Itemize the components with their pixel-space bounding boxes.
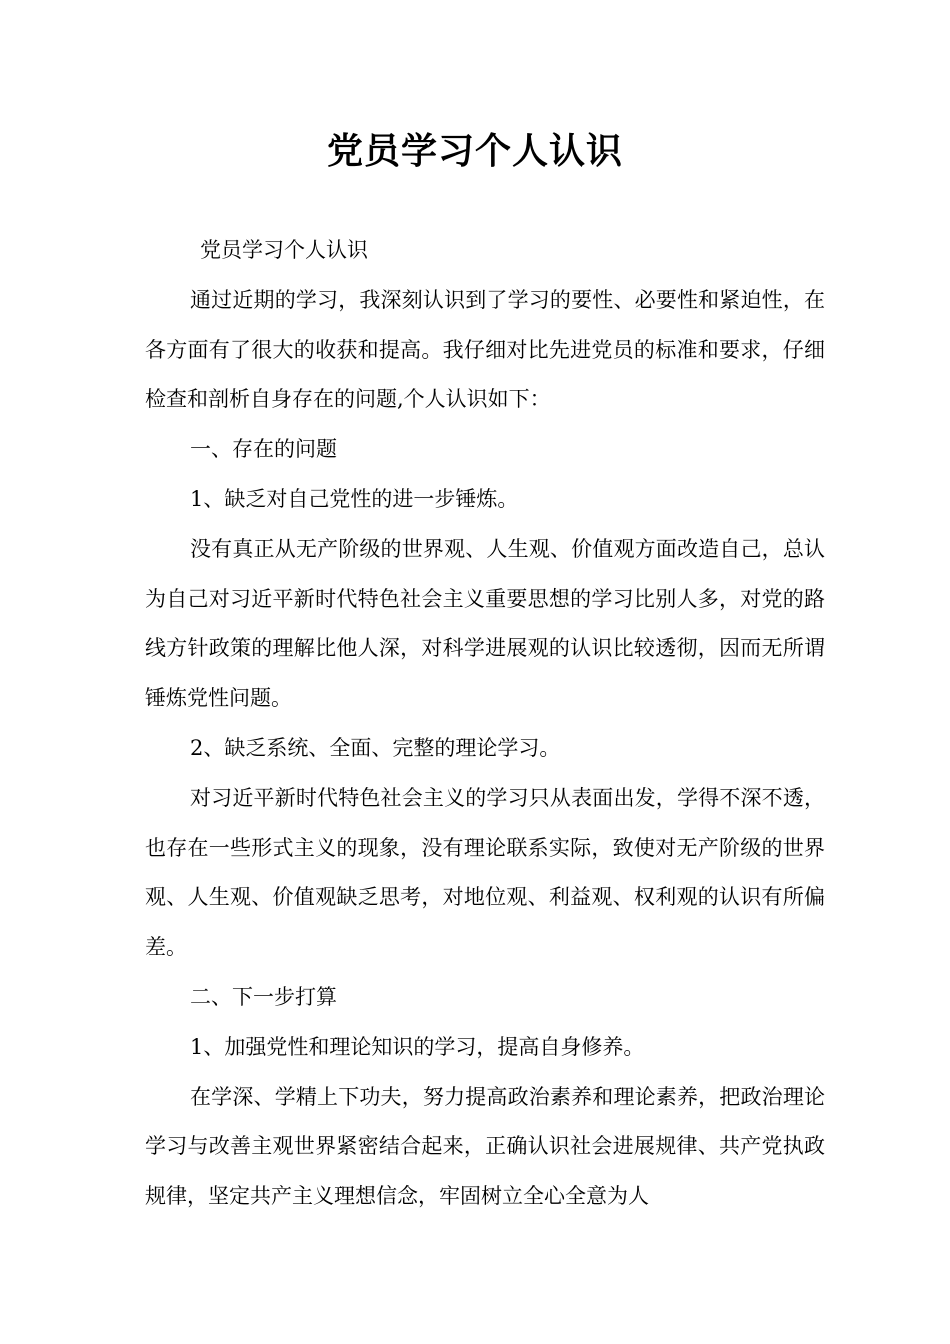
- step-1-heading: 1、加强党性和理论知识的学习，提高自身修养。: [190, 1034, 645, 1059]
- document-title: 党员学习个人认识: [326, 131, 623, 172]
- problem-2-heading: 2、缺乏系统、全面、完整的理论学习。: [190, 735, 561, 760]
- problem-1-heading: 1、缺乏对自己党性的进一步锤炼。: [190, 486, 519, 511]
- section-heading-problems: 一、存在的问题: [190, 437, 337, 462]
- problem-1-paragraph: 没有真正从无产阶级的世界观、人生观、价值观方面改造自己，总认为自己对习近平新时代特色社会主义重要思想的学习比别人多，对党的路线方针政策的理解比他人深，对科学进展观的认识比较透彻，因而无所谓锤炼党性问题。: [145, 536, 825, 711]
- problem-2-paragraph: 对习近平新时代特色社会主义的学习只从表面出发，学得不深不透，也存在一些形式主义的现象，没有理论联系实际，致使对无产阶级的世界观、人生观、价值观缺乏思考，对地位观、利益观、权利观的认识有所偏差。: [145, 785, 825, 960]
- subtitle-paragraph: 党员学习个人认识: [200, 238, 368, 262]
- document-body: [145, 226, 825, 1222]
- intro-paragraph: 通过近期的学习，我深刻认识到了学习的要性、必要性和紧迫性，在各方面有了很大的收获和提高。我仔细对比先进党员的标准和要求，仔细检查和剖析自身存在的问题,个人认识如下：: [145, 287, 825, 412]
- step-1-paragraph: 在学深、学精上下功夫，努力提高政治素养和理论素养，把政治理论学习与改善主观世界紧密结合起来，正确认识社会进展规律、共产党执政规律，坚定共产主义理想信念，牢固树立全心全意为人: [145, 1084, 825, 1209]
- section-heading-next-steps: 二、下一步打算: [190, 984, 337, 1009]
